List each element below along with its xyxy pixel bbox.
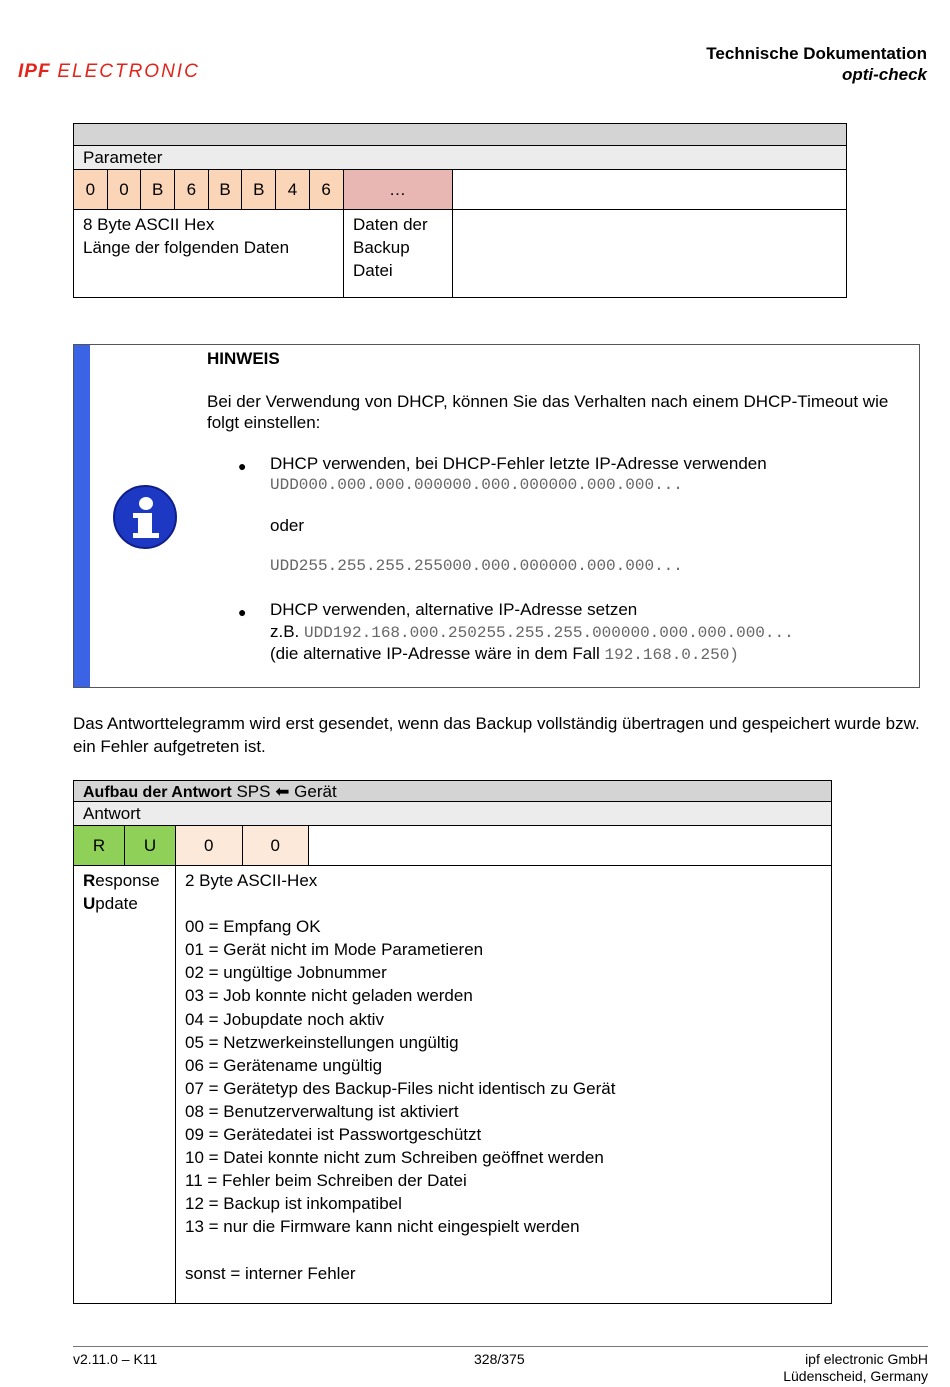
description-line: Länge der folgenden Daten bbox=[83, 238, 290, 257]
code-line: 12 = Backup ist inkompatibel bbox=[185, 1194, 402, 1214]
footer-page-number: 328/375 bbox=[474, 1351, 525, 1367]
code-line: 06 = Gerätename ungültig bbox=[185, 1055, 383, 1075]
byte-cell: 4 bbox=[276, 170, 310, 209]
header-text: SPS bbox=[231, 782, 276, 801]
code-line: 07 = Gerätetyp des Backup-Files nicht identisch zu Gerät bbox=[185, 1078, 616, 1098]
document-subtitle: opti-check bbox=[841, 65, 927, 84]
note-or: oder bbox=[270, 516, 305, 535]
note-example-line bbox=[270, 622, 794, 642]
response-codes bbox=[176, 866, 624, 1303]
byte-cell: 6 bbox=[175, 170, 209, 209]
code-line: 03 = Job konnte nicht geladen werden bbox=[185, 986, 473, 1006]
data-cell: … bbox=[344, 170, 453, 209]
logo-brand: IPF bbox=[18, 61, 51, 82]
note-code: UDD255.255.255.255000.000.000000.000.000... bbox=[270, 557, 683, 575]
code-line: 01 = Gerät nicht im Mode Parametieren bbox=[185, 940, 484, 960]
header-text: Gerät bbox=[289, 782, 337, 801]
info-note-box bbox=[73, 344, 920, 688]
byte-cell: 6 bbox=[310, 170, 344, 209]
description-line: 8 Byte ASCII Hex bbox=[83, 215, 215, 234]
response-byte-row bbox=[74, 826, 831, 866]
byte-cell: 0 bbox=[176, 826, 243, 865]
byte-cell: 0 bbox=[108, 170, 142, 209]
bullet-icon: ● bbox=[238, 604, 247, 620]
note-item-text: DHCP verwenden, bei DHCP-Fehler letzte IP-Adresse verwenden bbox=[270, 454, 767, 473]
description-line: Datei bbox=[353, 261, 393, 280]
byte-cell: B bbox=[141, 170, 175, 209]
byte-cell: B bbox=[242, 170, 276, 209]
byte-cell: R bbox=[74, 826, 125, 865]
footer-divider bbox=[73, 1346, 928, 1347]
code-line bbox=[185, 1239, 615, 1262]
byte-cell: 0 bbox=[74, 170, 108, 209]
parameter-table bbox=[73, 123, 847, 298]
length-description bbox=[74, 210, 344, 297]
response-table-header bbox=[74, 781, 831, 802]
byte-cell: U bbox=[125, 826, 176, 865]
bullet-icon: ● bbox=[238, 458, 247, 474]
note-item-text: DHCP verwenden, alternative IP-Adresse setzen bbox=[270, 600, 638, 619]
note-intro: Bei der Verwendung von DHCP, können Sie das Verhalten nach einem DHCP-Timeout wie folgt einstellen: bbox=[207, 392, 889, 432]
code-line: 11 = Fehler beim Schreiben der Datei bbox=[185, 1171, 467, 1191]
company-logo bbox=[18, 61, 200, 83]
note-heading: HINWEIS bbox=[207, 349, 280, 368]
document-title: Technische Dokumentation bbox=[706, 44, 927, 63]
parameter-description-row bbox=[74, 210, 846, 297]
paren-text: (die alternative IP-Adresse wäre in dem Fall bbox=[270, 644, 605, 663]
parameter-table-header bbox=[74, 124, 846, 146]
label-bold: U bbox=[83, 894, 96, 913]
footer-company bbox=[783, 1351, 928, 1385]
note-accent-bar bbox=[74, 345, 90, 687]
company-location: Lüdenscheid, Germany bbox=[783, 1368, 928, 1384]
parameter-label: Parameter bbox=[74, 146, 846, 170]
code-line: 09 = Gerätedatei ist Passwortgeschützt bbox=[185, 1125, 482, 1145]
label-bold: R bbox=[83, 871, 96, 890]
description-line: Backup bbox=[353, 238, 410, 257]
note-code: 192.168.0.250) bbox=[604, 646, 739, 664]
response-table bbox=[73, 780, 832, 1304]
label-text: esponse bbox=[95, 871, 160, 890]
code-line: 2 Byte ASCII-Hex bbox=[185, 871, 318, 890]
logo-rest: ELECTRONIC bbox=[57, 61, 200, 82]
label-text: pdate bbox=[95, 894, 138, 913]
document-title-block bbox=[706, 43, 927, 85]
info-icon bbox=[113, 485, 177, 549]
description-line: Daten der bbox=[353, 215, 428, 234]
code-line: 13 = nur die Firmware kann nicht eingespielt werden bbox=[185, 1217, 580, 1237]
response-label: Antwort bbox=[74, 802, 831, 826]
response-body bbox=[74, 866, 831, 1303]
code-line: 08 = Benutzerverwaltung ist aktiviert bbox=[185, 1101, 459, 1121]
note-paren-line bbox=[270, 644, 739, 664]
header-bold: Aufbau der Antwort bbox=[83, 784, 232, 801]
footer-version: v2.11.0 – K11 bbox=[73, 1351, 158, 1367]
byte-cell: B bbox=[209, 170, 243, 209]
code-line: 10 = Datei konnte nicht zum Schreiben geöffnet werden bbox=[185, 1148, 604, 1168]
example-prefix: z.B. bbox=[270, 622, 305, 641]
note-code: UDD000.000.000.000000.000.000000.000.000... bbox=[270, 476, 683, 494]
byte-cell: 0 bbox=[243, 826, 310, 865]
body-paragraph: Das Antworttelegramm wird erst gesendet, wenn das Backup vollständig übertragen und gespeichert wurde bzw. ein Fehler aufgetreten ist. bbox=[73, 714, 920, 756]
code-line: sonst = interner Fehler bbox=[185, 1263, 356, 1283]
note-code: UDD192.168.000.250255.255.255.000000.000.000.000... bbox=[304, 624, 794, 642]
code-line bbox=[185, 892, 615, 915]
code-line: 02 = ungültige Jobnummer bbox=[185, 963, 387, 983]
code-line: 04 = Jobupdate noch aktiv bbox=[185, 1009, 384, 1029]
arrow-left-icon: ⬅ bbox=[275, 782, 290, 801]
code-line: 05 = Netzwerkeinstellungen ungültig bbox=[185, 1032, 459, 1052]
parameter-byte-row bbox=[74, 170, 846, 210]
response-update-label bbox=[74, 866, 176, 1303]
code-line: 00 = Empfang OK bbox=[185, 917, 321, 937]
data-description bbox=[344, 210, 453, 297]
company-name: ipf electronic GmbH bbox=[805, 1351, 928, 1367]
